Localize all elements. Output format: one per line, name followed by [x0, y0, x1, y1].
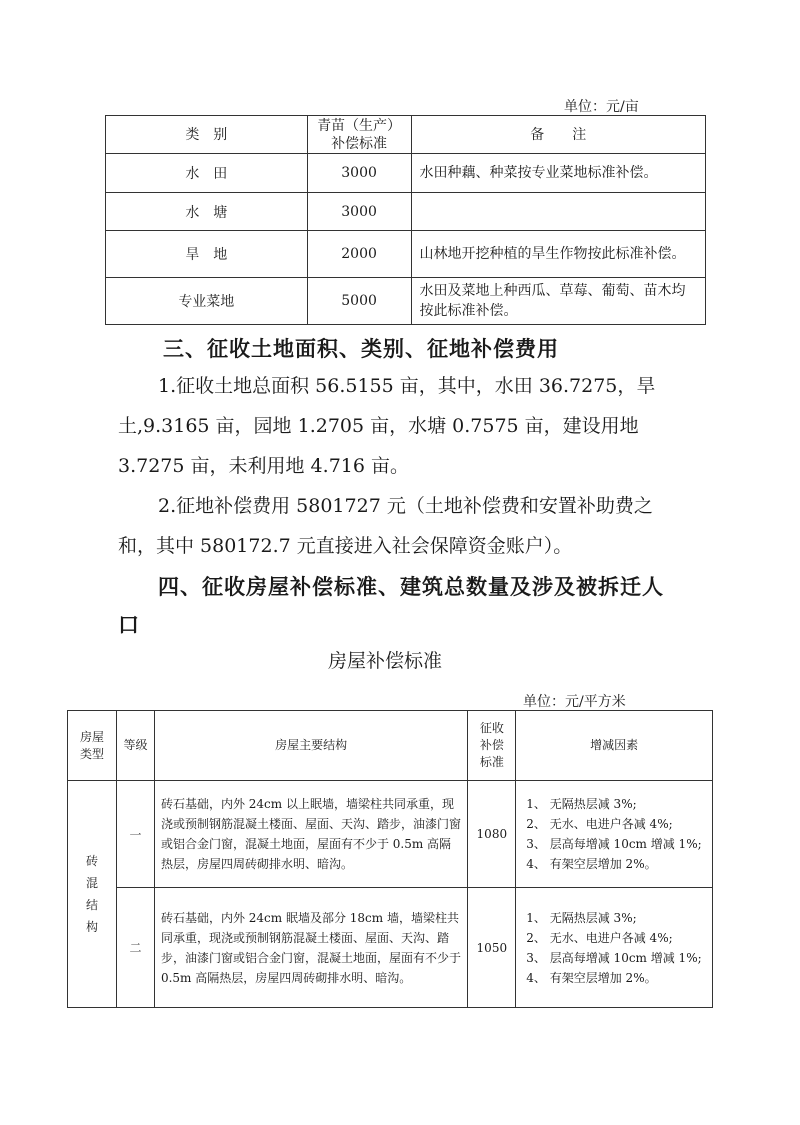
section3-para1: 1.征收土地总面积 56.5155 亩，其中，水田 36.7275，旱土,9.3165 亩，园地 1.2705 亩，水塘 0.7575 亩，建设用地 3.7275 亩，未利用地 4.716 亩。: [118, 375, 656, 477]
header-standard-line1: 青苗（生产）: [317, 117, 402, 134]
row-structure: 砖石基础，内外 24cm 眠墙及部分 18cm 墙，墙梁柱共同承重，现浇或预制钢筋混凝土楼面、屋面、天沟、踏步，油漆门窗或铝合金门窗，混凝土地面，屋面有不少于 0.5m 高隔热层，房屋四周砖砌排水明、暗沟。: [154, 888, 467, 1008]
row-value: 3000: [307, 154, 411, 193]
table-row: [106, 154, 706, 193]
section3-heading: 三、征收土地面积、类别、征地补偿费用: [163, 336, 559, 361]
row-factors: [516, 781, 713, 888]
row-note: 水田种藕、种菜按专业菜地标准补偿。: [411, 154, 706, 193]
factor-item: 4、 有架空层增加 2%。: [526, 857, 657, 871]
section3-para2: 2.征地补偿费用 5801727 元（土地补偿费和安置补助费之和，其中 580172.7 元直接进入社会保障资金账户）。: [118, 495, 653, 557]
section4-heading: 四、征收房屋补偿标准、建筑总数量及涉及被拆迁人口: [118, 574, 664, 637]
factor-item: 1、 无隔热层减 3%;: [526, 797, 637, 811]
row-note: 水田及菜地上种西瓜、草莓、葡萄、苗木均按此标准补偿。: [411, 278, 706, 325]
table-row: [68, 888, 713, 1008]
row-structure: 砖石基础，内外 24cm 以上眠墙，墙梁柱共同承重，现浇或预制钢筋混凝土楼面、屋面、天沟、踏步，油漆门窗或铝合金门窗，混凝土地面，屋面有不少于 0.5m 高隔热层，房屋四周砖砌排水明、暗沟。: [154, 781, 467, 888]
row-category: 专业菜地: [106, 278, 308, 325]
table-row: [106, 231, 706, 278]
table1-header-row: [106, 116, 706, 154]
row-standard: 1080: [468, 781, 516, 888]
factor-item: 4、 有架空层增加 2%。: [526, 970, 657, 985]
table2-unit: 单位：元/平方米: [523, 694, 626, 710]
factor-item: 1、 无隔热层减 3%;: [526, 910, 637, 925]
house-type-cell: 砖混结构: [68, 781, 117, 1008]
table2-caption: 房屋补偿标准: [328, 650, 443, 672]
header-note: 备 注: [411, 116, 706, 154]
factor-item: 3、 层高每增减 10cm 增减 1%;: [526, 950, 702, 965]
row-value: 2000: [307, 231, 411, 278]
table-row: [106, 278, 706, 325]
row-grade: 二: [116, 888, 154, 1008]
row-category: 旱 地: [106, 231, 308, 278]
row-note: [411, 193, 706, 231]
header-house-type: 房屋类型: [68, 711, 117, 781]
row-note: 山林地开挖种植的旱生作物按此标准补偿。: [411, 231, 706, 278]
row-value: 5000: [307, 278, 411, 325]
factor-item: 3、 层高每增减 10cm 增减 1%;: [526, 837, 702, 851]
row-grade: 一: [116, 781, 154, 888]
header-structure: 房屋主要结构: [154, 711, 467, 781]
table2-header-row: [68, 711, 713, 781]
seedling-compensation-table: [105, 115, 706, 325]
factor-item: 2、 无水、电进户各减 4%;: [526, 817, 673, 831]
header-grade: 等级: [116, 711, 154, 781]
house-compensation-table: [67, 710, 713, 1008]
row-category: 水 塘: [106, 193, 308, 231]
header-standard: [307, 116, 411, 154]
header-factors: 增减因素: [516, 711, 713, 781]
row-standard: 1050: [468, 888, 516, 1008]
table-row: [68, 781, 713, 888]
header-category: 类 别: [106, 116, 308, 154]
row-value: 3000: [307, 193, 411, 231]
row-factors: [516, 888, 713, 1008]
table1-unit: 单位：元/亩: [564, 99, 639, 115]
row-category: 水 田: [106, 154, 308, 193]
header-standard-line2: 补偿标准: [331, 135, 388, 152]
factor-item: 2、 无水、电进户各减 4%;: [526, 930, 673, 945]
header-standard: 征收补偿标准: [468, 711, 516, 781]
table-row: [106, 193, 706, 231]
